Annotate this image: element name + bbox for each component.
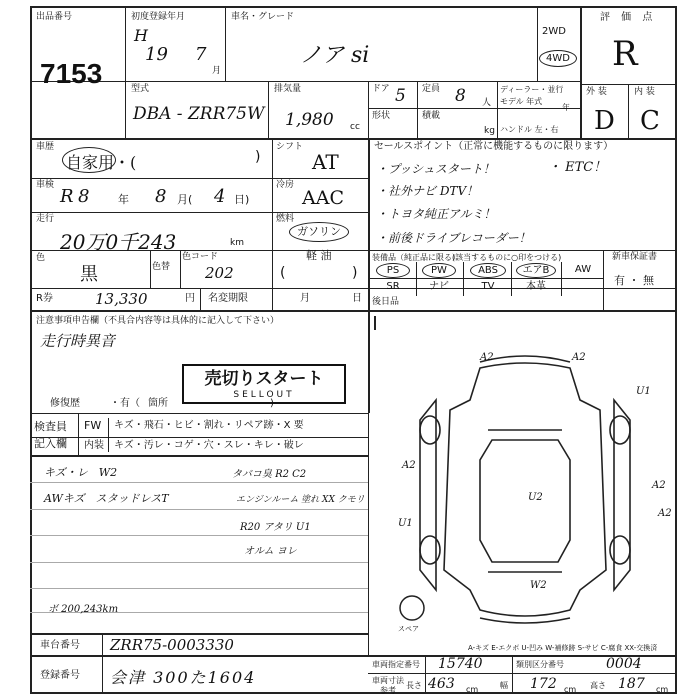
ruled-line [30,562,368,563]
shift-label: シフト [276,142,304,152]
divider [416,262,417,296]
divider [225,6,226,81]
overall-score: R [612,34,638,74]
spare-label: スペア [398,625,419,633]
recycle-unit: 円 [185,293,195,304]
divider [628,84,629,138]
selling-point-2: ・社外ナビ DTV！ [376,184,479,198]
divider [272,138,273,310]
history-close: ) [255,149,261,165]
divider [200,288,201,310]
inspector-label-2: 記入欄 [34,437,67,450]
divider [108,418,109,452]
equip-airbag: エアB [516,263,556,278]
load-label: 積載 [422,111,441,121]
shape-label: 形状 [372,111,391,121]
divider [368,250,677,251]
mileage-unit: km [230,238,244,248]
color-code-label: 色コード [182,252,219,262]
divider [268,81,269,138]
dealer-label: ディーラー・並行 [500,85,564,94]
fw-label: FW [84,419,102,432]
damage-mark: A2 [572,352,586,363]
height-label: 高さ [590,681,606,690]
divider [368,81,369,138]
divider [425,655,426,694]
transfer-month: 月 [300,293,310,304]
model-code: DBA - ZRR75W [133,104,265,124]
inspection-month-unit: 月( [177,193,193,206]
interior-label: 内 装 [634,87,655,97]
aircon-value: AAC [302,187,344,209]
equipment-note: (該当するものに○印をつける) [452,253,562,262]
first-reg-era: H [134,26,148,45]
lot-label: 出品番号 [36,12,73,22]
displacement: 1,980 [285,110,334,130]
color-code: 202 [205,264,234,282]
divider [580,6,582,138]
divider [30,138,677,140]
equip-aw: AW [574,264,592,275]
equip-ps: PS [376,263,410,278]
damage-mark: U1 [398,518,413,529]
spare-tire-icon [400,596,424,620]
damage-mark: W2 [530,580,547,591]
history-value: 自家用・( [66,153,137,172]
inspection-year: 8 [78,186,90,207]
ruled-line [30,588,368,589]
equip-abs: ABS [470,263,506,278]
interior-score: C [640,106,660,136]
damage-mark: A2 [652,480,666,491]
divider [512,655,513,694]
insp-note-right-2: エンジンルーム 塗れ XX クモリ [236,495,365,505]
height-value: 187 [618,676,645,692]
divider [30,310,677,312]
exterior-score: D [594,106,615,136]
color-change-label: 色替 [152,262,171,272]
divider [561,262,562,296]
divider [368,278,603,279]
dims-sub: 参考 [380,686,396,695]
naisou-label: 内装 [84,440,104,451]
warranty-value: 有 ・ 無 [614,274,654,287]
divider [511,262,512,296]
plate-value: 会津 300た1604 [110,668,257,687]
recycle-value: 13,330 [95,290,148,308]
car-name-label: 車名・グレード [231,12,295,22]
insp-note-left-1: キズ・レ W2 [44,466,118,479]
drive-2wd: 2WD [542,26,566,37]
car-damage-diagram [380,340,670,630]
damage-mark: A2 [402,460,416,471]
ruled-line [30,535,368,536]
divider [417,81,418,138]
aftermarket-mark [374,316,376,330]
insp-note-left-2: AWキズ スタッドレスT [44,492,169,505]
equipment-label: 装備品（純正品に限る） [372,253,460,262]
inspection-label: 車検 [36,180,55,190]
divider [30,413,368,414]
divider [150,250,151,288]
insp-note-right-4: オルム ヨレ [244,546,297,557]
divider [30,655,677,657]
equip-sr: SR [386,281,400,292]
aircon-label: 冷房 [276,180,295,190]
spec-b-value: 0004 [606,656,642,672]
displacement-unit: cc [350,122,360,132]
equip-leather: 本革 [526,281,546,292]
divider [368,108,580,109]
selling-point-3: ・トヨタ純正アルミ！ [376,207,496,221]
divider [603,250,604,310]
divider [368,673,677,674]
transfer-day: 日 [352,293,362,304]
inspection-day: 4 [214,186,226,207]
divider [30,437,368,438]
load-unit: kg [484,126,495,136]
divider [30,212,368,213]
inspector-label-1: 検査員 [34,420,67,433]
transfer-label: 名変期限 [208,293,248,304]
fw-items: キズ・飛石・ヒビ・割れ・リペア跡・X 要 [114,420,304,431]
naisou-items: キズ・汚レ・コゲ・穴・スレ・キレ・破レ [114,440,304,451]
divider [125,6,126,138]
mileage-value: 20万0千243 [60,230,177,254]
chassis-label: 車台番号 [40,640,80,651]
seats-unit: 人 [482,98,492,108]
inspection-year-unit: 年 [118,193,129,206]
drive-4wd-circled: 4WD [539,50,577,67]
aftermarket-label: 後日品 [372,297,400,307]
spec-a-label: 車両指定番号 [372,660,420,669]
fuel-value-circled: ガソリン [289,222,349,242]
recycle-label: R券 [36,293,53,304]
divider [30,288,677,289]
seats-label: 定員 [422,84,441,94]
divider [180,250,181,288]
insp-note-right-1: タバコ臭 R2 C2 [232,469,307,480]
length-unit: cm [466,685,479,694]
repair-place: 箇所 [148,398,168,409]
seats: 8 [455,86,466,106]
divider [78,413,79,455]
chassis-value: ZRR75-0003330 [110,636,234,654]
model-label: 型式 [131,84,150,94]
dims-label: 車両寸法 [372,676,404,685]
selling-point-1: ・プッシュスタート！ [376,162,495,176]
year-unit: 年 [562,103,570,112]
selling-point-4: ・前後ドライブレコーダー！ [376,231,531,245]
inspection-era: R [60,186,74,207]
first-reg-label: 初度登録年月 [131,12,186,22]
color-value: 黒 [80,264,98,285]
first-reg-month: 7 [195,44,207,65]
equip-navi: ナビ [429,281,449,292]
first-reg-year: 19 [145,44,168,65]
spec-a-value: 15740 [438,656,483,672]
color-label: 色 [36,253,46,263]
damage-mark: U2 [528,492,543,503]
repair-value: ・有（ [110,398,140,409]
width-value: 172 [530,676,557,692]
height-unit: cm [656,685,669,694]
score-label: 評 価 点 [600,12,657,23]
notes-label: 注意事項申告欄（不具合内容等は具体的に記入して下さい） [36,316,280,326]
lot-number: 7153 [40,58,103,89]
car-name: ノア si [300,43,370,68]
selling-points-label: セールスポイント（正常に機能するものに限ります） [374,141,614,152]
doors-label: ドア [372,84,390,94]
handle-label: ハンドル 左・右 [500,125,559,134]
divider [102,633,103,694]
ruled-line [30,509,368,510]
shift-value: AT [312,150,339,174]
fuel-label: 燃料 [276,214,295,224]
paren-close: ) [352,265,358,281]
divider [497,81,498,138]
divider [30,455,368,457]
inspection-day-unit: 日) [234,193,250,206]
model-year-label: モデル 年式 [500,97,543,106]
month-unit: 月 [212,66,222,76]
sellout-main: 売切りスタート [204,369,324,389]
width-unit: cm [564,685,577,694]
history-label: 車歴 [36,142,55,152]
width-label: 幅 [500,681,508,690]
damage-mark: A2 [658,508,672,519]
history-circle [62,147,116,173]
divider [30,633,368,635]
damage-mark: A2 [480,352,494,363]
equip-pw: PW [422,263,456,278]
damage-mark: U1 [636,386,651,397]
fuel-diesel: 軽 油 [306,249,332,262]
divider [537,6,538,81]
length-value: 463 [428,676,455,692]
paren-open: ( [280,265,286,281]
length-label: 長さ [406,681,422,690]
divider [368,138,370,288]
sellout-stamp [182,364,346,404]
plate-label: 登録番号 [40,670,80,681]
warranty-label: 新車保証書 [612,252,658,262]
selling-point-etc: ・ ETC！ [548,160,607,175]
inspection-month: 8 [155,186,167,207]
divider [368,310,369,655]
exterior-label: 外 装 [586,87,607,97]
notes-value: 走行時異音 [40,332,116,350]
damage-legend: A-キズ E-エクボ U-凹み W-補修跡 S-サビ C-腐食 XX-交換済 [468,644,658,652]
mileage-label: 走行 [36,214,55,224]
equip-tv: TV [481,281,495,292]
ruled-line [30,482,368,483]
sellout-sub: SELLOUT [233,390,295,400]
repair-close: ) [270,398,274,409]
doors: 5 [395,86,406,106]
insp-note-bottom: ボ 200,243km [48,604,119,615]
repair-label: 修復歴 [50,398,80,409]
divider [30,178,368,179]
spec-b-label: 類別区分番号 [516,660,564,669]
displacement-label: 排気量 [274,84,302,94]
divider [463,262,464,296]
insp-note-right-3: R20 アタリ U1 [240,522,311,533]
